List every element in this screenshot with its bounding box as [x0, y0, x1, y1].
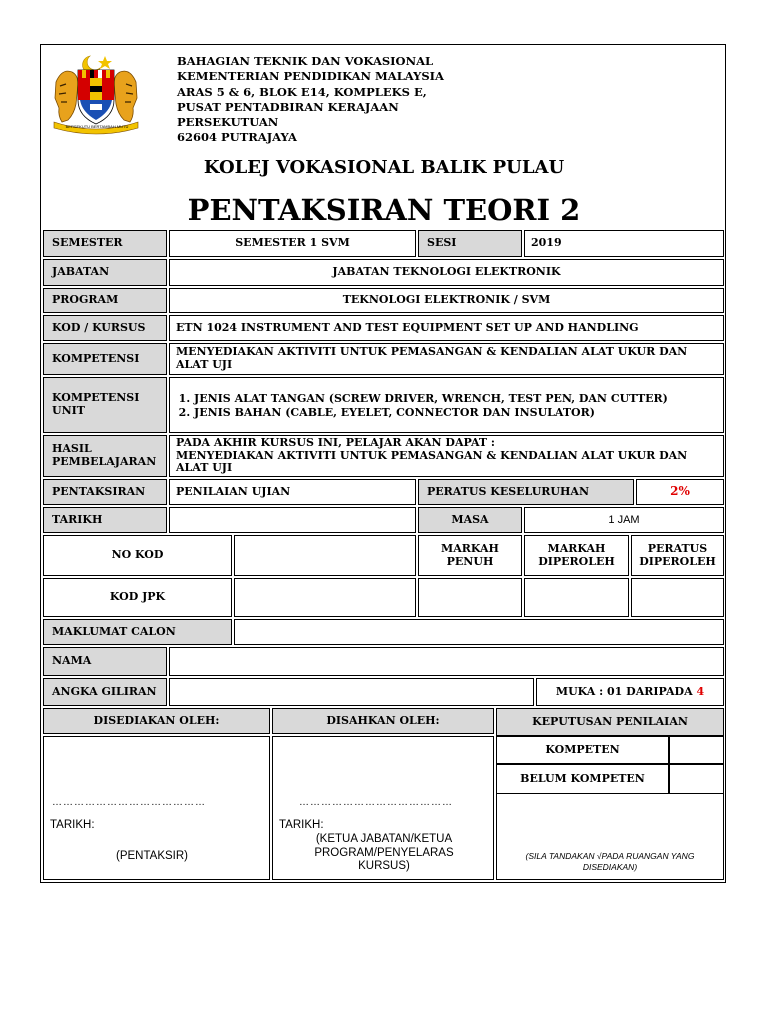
ketua-line: (KETUA JABATAN/KETUA — [315, 833, 453, 845]
agency-line: KEMENTERIAN PENDIDIKAN MALAYSIA — [177, 69, 444, 84]
kod-jpk-label: KOD JPK — [43, 578, 232, 617]
no-kod-value — [234, 535, 416, 576]
ketua-title — [273, 833, 495, 874]
ketua-line: PROGRAM/PENYELARAS — [314, 846, 454, 859]
peratus-keseluruhan-label: PERATUS KESELURUHAN — [418, 479, 634, 505]
list-item: 2. JENIS BAHAN (CABLE, EYELET, CONNECTOR DAN INSULATOR) — [194, 406, 723, 420]
disediakan-oleh-header: DISEDIAKAN OLEH: — [43, 708, 270, 734]
masa-label: MASA — [418, 507, 522, 533]
program-value: TEKNOLOGI ELEKTRONIK / SVM — [169, 288, 724, 313]
sesi-value: 2019 — [524, 230, 724, 257]
hasil-pembelajaran-cell — [169, 435, 724, 477]
college-name: KOLEJ VOKASIONAL BALIK PULAU — [203, 157, 565, 178]
kod-kursus-label: KOD / KURSUS — [43, 315, 167, 341]
angka-giliran-value — [169, 678, 534, 706]
program-label: PROGRAM — [43, 288, 167, 313]
sesi-label: SESI — [418, 230, 522, 257]
kompetensi-label: KOMPETENSI — [43, 343, 167, 375]
pentaksir-title: (PENTAKSIR) — [116, 850, 188, 862]
kompetensi-value: MENYEDIAKAN AKTIVITI UNTUK PEMASANGAN & KENDALIAN ALAT UKUR DAN ALAT UJI — [169, 343, 724, 375]
signature-line: …………………………………… — [299, 797, 453, 808]
note-line: (SILA TANDAKAN √PADA RUANGAN YANG — [525, 851, 695, 861]
kompetensi-unit-label: KOMPETENSI UNIT — [43, 377, 167, 433]
nama-label: NAMA — [43, 647, 167, 676]
jabatan-label: JABATAN — [43, 259, 167, 286]
kompetensi-unit-list-cell — [169, 377, 724, 433]
muka-surat — [536, 678, 724, 706]
agency-line: BAHAGIAN TEKNIK DAN VOKASIONAL — [177, 54, 434, 68]
markah-diperoleh-label: MARKAH DIPEROLEH — [524, 535, 629, 576]
hasil-pembelajaran-label: HASIL PEMBELAJARAN — [43, 435, 167, 477]
signature-line: …………………………………… — [52, 797, 206, 808]
ketua-signature-cell — [272, 736, 494, 880]
peratus-keseluruhan-value: 2% — [636, 479, 724, 505]
pentaksir-signature-cell — [43, 736, 270, 880]
muka-prefix: MUKA : 01 DARIPADA — [555, 684, 697, 698]
kompeten-checkbox[interactable] — [669, 736, 724, 764]
no-kod-label: NO KOD — [43, 535, 232, 576]
peratus-diperoleh-value — [631, 578, 724, 617]
keputusan-penilaian-header: KEPUTUSAN PENILAIAN — [496, 708, 724, 736]
kod-jpk-value — [234, 578, 416, 617]
markah-diperoleh-value — [524, 578, 629, 617]
page-title: PENTAKSIRAN TEORI 2 — [187, 193, 581, 227]
pentaksiran-value: PENILAIAN UJIAN — [169, 479, 416, 505]
markah-penuh-value — [418, 578, 522, 617]
nama-value — [169, 647, 724, 676]
belum-kompeten-checkbox[interactable] — [669, 764, 724, 794]
agency-line: ARAS 5 & 6, BLOK E14, KOMPLEKS E, — [177, 84, 427, 99]
markah-penuh-label: MARKAH PENUH — [418, 535, 522, 576]
kod-kursus-value: ETN 1024 INSTRUMENT AND TEST EQUIPMENT SET UP AND HANDLING — [169, 315, 724, 341]
agency-line: 62604 PUTRAJAYA — [177, 130, 297, 145]
agency-line: PUSAT PENTADBIRAN KERAJAAN — [177, 99, 399, 114]
note-line: DISEDIAKAN) — [582, 862, 638, 873]
muka-total: 4 — [696, 684, 705, 698]
semester-label: SEMESTER — [43, 230, 167, 257]
list-item: 1. JENIS ALAT TANGAN (SCREW DRIVER, WRENCH, TEST PEN, DAN CUTTER) — [194, 392, 723, 406]
disahkan-oleh-header: DISAHKAN OLEH: — [272, 708, 494, 734]
angka-giliran-label: ANGKA GILIRAN — [43, 678, 167, 706]
ketua-line: KURSUS) — [358, 860, 410, 873]
jabatan-value: JABATAN TEKNOLOGI ELEKTRONIK — [169, 259, 724, 286]
belum-kompeten-label: BELUM KOMPETEN — [496, 764, 669, 794]
hasil-line-intro: PADA AKHIR KURSUS INI, PELAJAR AKAN DAPAT : — [176, 436, 495, 449]
kompeten-label: KOMPETEN — [496, 736, 669, 764]
kompetensi-unit-list — [170, 392, 723, 421]
sila-tandakan-note — [497, 851, 723, 874]
peratus-diperoleh-label: PERATUS DIPEROLEH — [631, 535, 724, 576]
tarikh-pentaksir: TARIKH: — [50, 819, 95, 831]
tarikh-label: TARIKH — [43, 507, 167, 533]
agency-line: PERSEKUTUAN — [177, 115, 279, 130]
hasil-line-outcome: MENYEDIAKAN AKTIVITI UNTUK PEMASANGAN & KENDALIAN ALAT UKUR DAN ALAT UJI — [176, 448, 688, 475]
maklumat-calon-value — [234, 619, 724, 645]
semester-value: SEMESTER 1 SVM — [169, 230, 416, 257]
emblem-motto: BERSEKUTU BERTAMBAH MUTU — [65, 124, 129, 129]
pentaksiran-label: PENTAKSIRAN — [43, 479, 167, 505]
maklumat-calon-label: MAKLUMAT CALON — [43, 619, 232, 645]
tarikh-value — [169, 507, 416, 533]
tarikh-ketua: TARIKH: — [279, 819, 324, 831]
masa-value: 1 JAM — [524, 507, 724, 533]
agency-address — [177, 54, 444, 146]
